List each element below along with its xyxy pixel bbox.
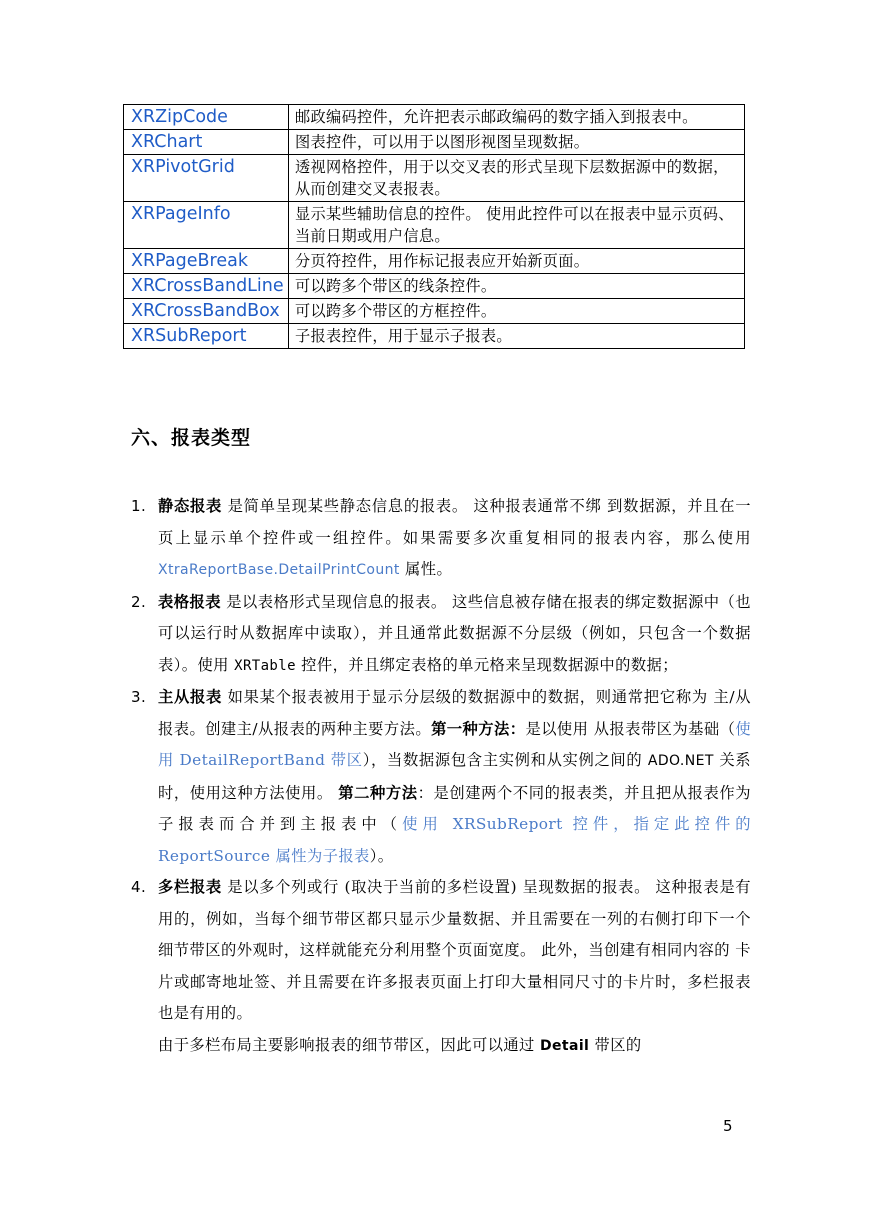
item-text: ：是创建两个不同的报表类，并且把从报表作为子报表而合并到主报表中（ bbox=[158, 783, 751, 833]
term: 静态报表 bbox=[158, 497, 223, 515]
control-description: 透视网格控件，用于以交叉表的形式呈现下层数据源中的数据，从而创建交叉表报表。 bbox=[289, 155, 745, 202]
item-text: 关系时，使用这种方法使用。 bbox=[158, 751, 751, 802]
section-title: 六、报表类型 bbox=[131, 427, 252, 449]
term: 表格报表 bbox=[158, 592, 221, 611]
item-text: 是简单呈现某些静态信息的报表。 这种报表通常不绑 到数据源，并且在一页上显示单个控件或一组控件。如果需要多次重复相同的报表内容，那么使用 bbox=[158, 497, 751, 547]
control-name: XRPageBreak bbox=[124, 249, 289, 274]
list-number: 1. bbox=[131, 497, 147, 515]
item-text: 是以表格形式呈现信息的报表。 这些信息被存储在报表的绑定数据源中（也可以运行时从数据库中读取），并且通常此数据源不分层级（例如，只包含一个数据表）。使用 bbox=[158, 592, 751, 674]
list-item-master-detail-report bbox=[131, 682, 751, 872]
table-row bbox=[124, 324, 745, 349]
item-text: 是以多个列或行 (取决于当前的多栏设置) 呈现数据的报表。 这种报表是有用的，例如，当每个细节带区都只显示少量数据、并且需要在一列的右侧打印下一个细节带区的外观时，这样就能充分利用整个页面宽度。 此外，当创建有相同内容的 卡片或邮寄地址签、并且需要在许多报表页面上打印大量相同尺寸的卡片时，多栏报表也是有用的。 bbox=[158, 878, 751, 1022]
control-description: 邮政编码控件，允许把表示邮政编码的数字插入到报表中。 bbox=[289, 105, 745, 130]
item-text: 如果某个报表被用于显示分层级的数据源中的数据，则通常把它称为 主/从 报表。创建主/从报表的两种主要方法。 bbox=[158, 688, 751, 738]
item-text: 属性。 bbox=[399, 560, 453, 578]
table-row bbox=[124, 274, 745, 299]
subreport-link[interactable]: 使用 XRSubReport 控件，指定此控件的 ReportSource 属性为子报表 bbox=[158, 815, 751, 865]
item-text: ）。 bbox=[369, 846, 394, 865]
control-description: 图表控件，可以用于以图形视图呈现数据。 bbox=[289, 130, 745, 155]
control-name: XRZipCode bbox=[124, 105, 289, 130]
table-row bbox=[124, 105, 745, 130]
list-item-table-report bbox=[131, 587, 751, 683]
list-item-static-report bbox=[131, 491, 751, 587]
control-name: XRCrossBandLine bbox=[124, 274, 289, 299]
term: 多栏报表 bbox=[158, 878, 222, 896]
page-number: 5 bbox=[723, 1117, 733, 1135]
control-description: 子报表控件，用于显示子报表。 bbox=[289, 324, 745, 349]
control-name: XRPageInfo bbox=[124, 202, 289, 249]
report-type-list bbox=[131, 491, 751, 1062]
control-table bbox=[123, 104, 745, 349]
method-two-label: 第二种方法 bbox=[338, 783, 418, 802]
control-name: XRChart bbox=[124, 130, 289, 155]
table-row bbox=[124, 155, 745, 202]
control-description: 显示某些辅助信息的控件。 使用此控件可以在报表中显示页码、当前日期或用户信息。 bbox=[289, 202, 745, 249]
table-row bbox=[124, 202, 745, 249]
control-description: 可以跨多个带区的线条控件。 bbox=[289, 274, 745, 299]
list-number: 2. bbox=[131, 592, 147, 611]
detail-report-band-link[interactable]: 使用 DetailReportBand 带区 bbox=[158, 719, 752, 769]
control-name: XRPivotGrid bbox=[124, 155, 289, 202]
list-number: 3. bbox=[131, 688, 147, 706]
item-text: ），当数据源包含主实例和从实例之间的 bbox=[362, 751, 648, 769]
code-text: XRTable bbox=[234, 657, 296, 674]
table-row bbox=[124, 249, 745, 274]
term: 主从报表 bbox=[158, 688, 223, 706]
item-text: 由于多栏布局主要影响报表的细节带区，因此可以通过 bbox=[158, 1035, 540, 1054]
property-link[interactable]: XtraReportBase.DetailPrintCount bbox=[158, 562, 400, 578]
ado-net-text: ADO.NET bbox=[647, 753, 714, 769]
control-description: 分页符控件，用作标记报表应开始新页面。 bbox=[289, 249, 745, 274]
table-row bbox=[124, 130, 745, 155]
control-description: 可以跨多个带区的方框控件。 bbox=[289, 299, 745, 324]
method-one-label: 第一种方法： bbox=[431, 719, 526, 738]
table-row bbox=[124, 299, 745, 324]
list-number: 4. bbox=[131, 878, 147, 896]
item-text: 带区的 bbox=[589, 1035, 642, 1054]
item-text: 是以使用 从报表带区为基础（ bbox=[525, 719, 736, 738]
control-name: XRCrossBandBox bbox=[124, 299, 289, 324]
control-name: XRSubReport bbox=[124, 324, 289, 349]
list-item-multi-column-report bbox=[131, 872, 751, 1062]
item-text: 控件，并且绑定表格的单元格来呈现数据源中的数据； bbox=[295, 655, 678, 674]
detail-band-term: Detail bbox=[540, 1037, 590, 1054]
